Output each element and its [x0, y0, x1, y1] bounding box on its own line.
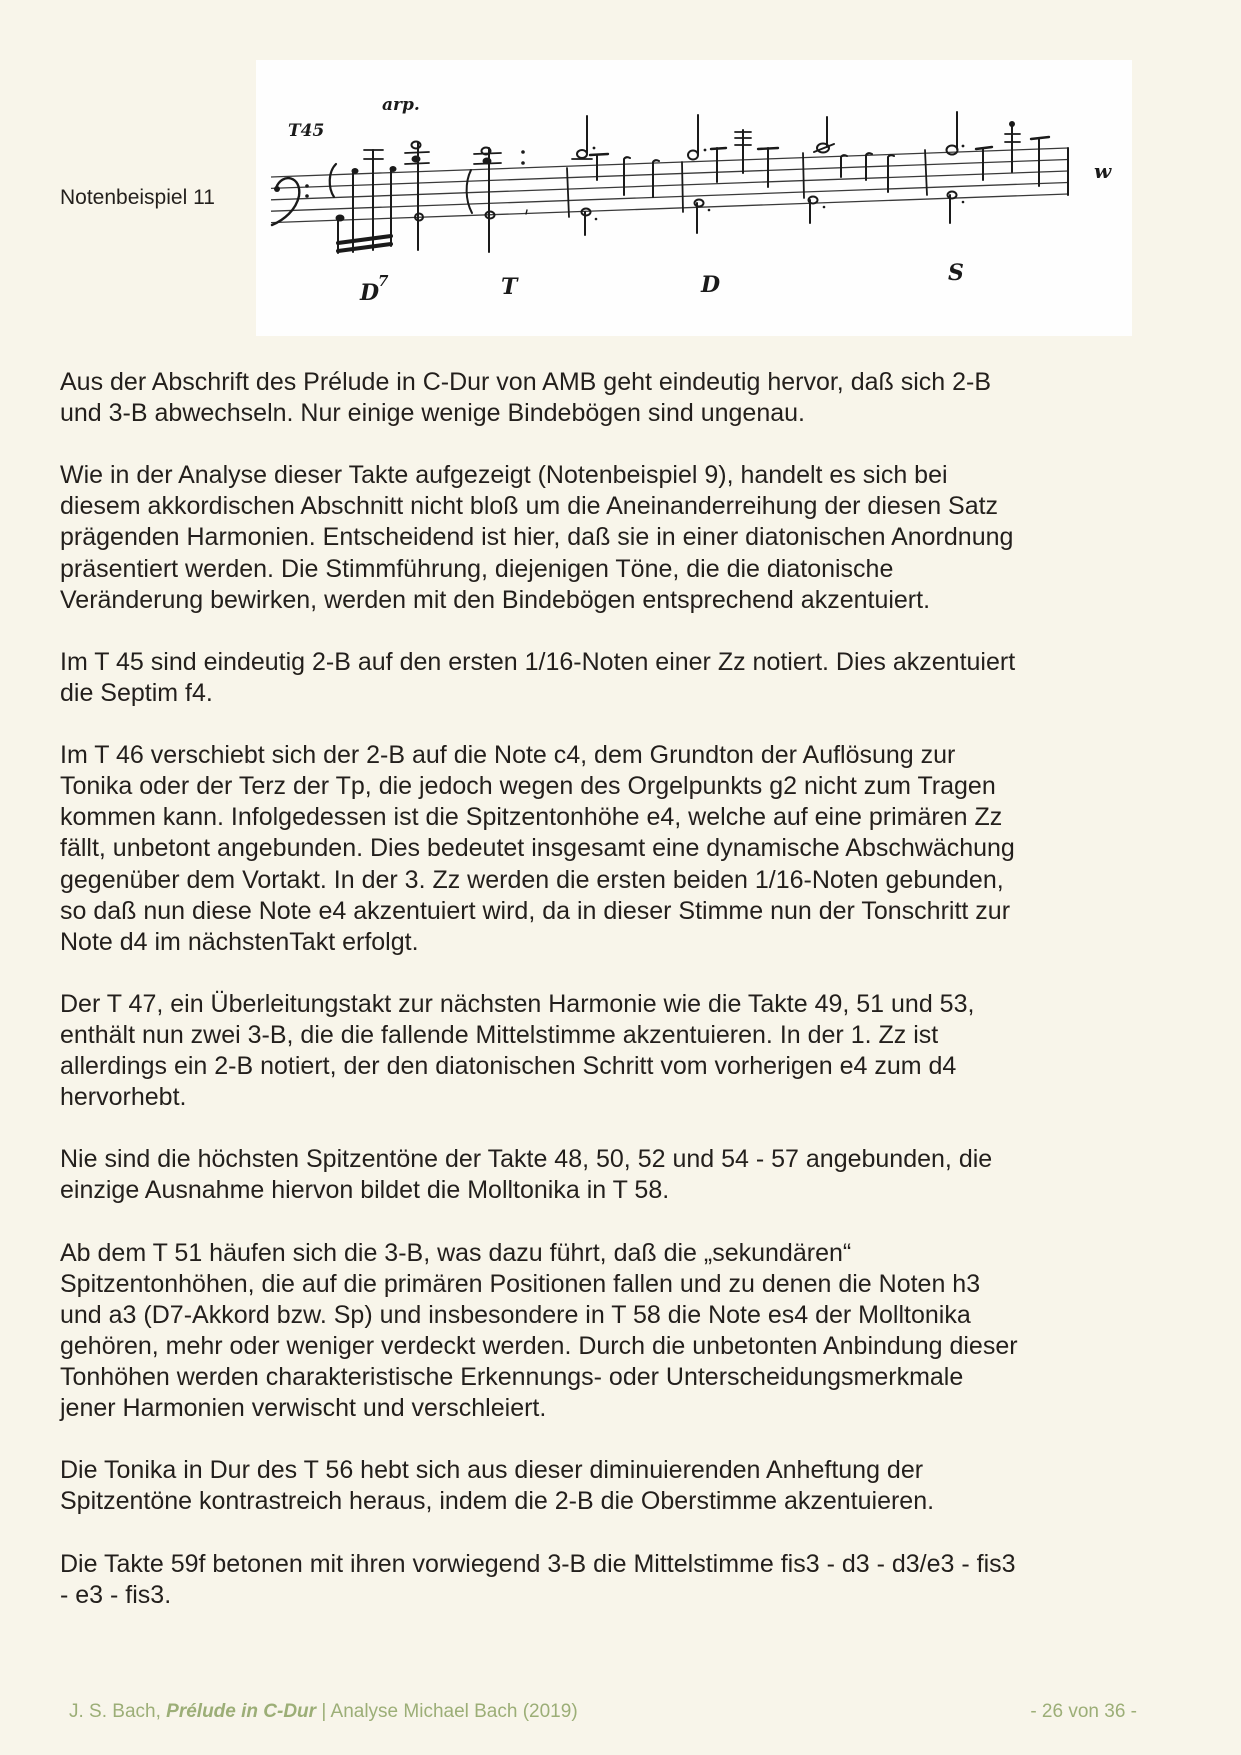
text-line: Note d4 im nächstenTakt erfolgt. — [60, 927, 419, 956]
footer-work-title: Prélude in C-Dur — [166, 1701, 317, 1722]
music-example-image — [256, 60, 1132, 336]
paragraph — [60, 1238, 1190, 1425]
footer-credit: Analyse Michael Bach (2019) — [330, 1701, 578, 1722]
text-line: Aus der Abschrift des Prélude in C-Dur von AMB geht eindeutig hervor, daß sich 2-B — [60, 368, 992, 396]
harmony-label-d7-superscript: 7 — [378, 272, 389, 290]
text-line: diesem akkordischen Abschnitt nicht bloß um die Aneinanderreihung der diesen Satz — [60, 492, 999, 521]
text-line: fällt, unbetont angebunden. Dies bedeutet insgesamt eine dynamische Abschwächung — [60, 834, 1015, 863]
measure-50 — [925, 112, 1068, 223]
measure-46 — [467, 148, 527, 253]
text-line: präsentiert werden. Die Stimmführung, diejenigen Töne, die die diatonische — [60, 554, 894, 583]
text-line: allerdings ein 2-B notiert, der den diatonischen Schritt vom vorherigen e4 zum d4 — [60, 1052, 957, 1081]
measure-number-label: T45 — [288, 121, 325, 141]
footer-citation — [69, 1700, 578, 1724]
harmony-label-t: T — [501, 274, 518, 300]
text-line: Im T 46 verschiebt sich der 2-B auf die Note c4, dem Grundton der Auflösung zur — [60, 741, 956, 770]
text-line: - e3 - fis3. — [60, 1580, 172, 1609]
footer-separator: | — [321, 1701, 327, 1722]
text-line: Wie in der Analyse dieser Takte aufgezeigt (Notenbeispiel 9), handelt es sich bei — [60, 461, 948, 490]
text-line: prägenden Harmonien. Entscheidend ist hier, daß sie in einer diatonischen Anordnung — [60, 523, 1014, 552]
text-line: Im T 45 sind eindeutig 2-B auf den ersten 1/16-Noten einer Zz notiert. Dies akzentuiert — [60, 647, 1016, 676]
text-line: enthält nun zwei 3-B, die die fallende Mittelstimme akzentuieren. In der 1. Zz ist — [60, 1020, 939, 1049]
text-line: Veränderung bewirken, werden mit den Bindebögen entsprechend akzentuiert. — [60, 585, 931, 614]
text-line: hervorhebt. — [60, 1083, 187, 1112]
body-text — [60, 367, 1190, 1642]
text-line: Tonika oder der Terz der Tp, die jedoch wegen des Orgelpunkts g2 nicht zum Tragen — [60, 772, 996, 801]
paragraph — [60, 740, 1190, 958]
paragraph — [60, 1455, 1190, 1517]
handwritten-score — [256, 60, 1132, 336]
paragraph — [60, 1549, 1190, 1611]
text-line: Tonhöhen werden charakteristische Erkennungs- oder Unterscheidungsmerkmale — [60, 1363, 964, 1391]
text-line: Die Takte 59f betonen mit ihren vorwiegend 3-B die Mittelstimme fis3 - d3 - d3/e3 - fis3 — [60, 1549, 1016, 1578]
text-line: jener Harmonien verwischt und verschleiert. — [60, 1394, 547, 1423]
text-line: einzige Ausnahme hiervon bildet die Molltonika in T 58. — [60, 1176, 670, 1205]
text-line: Die Tonika in Dur des T 56 hebt sich aus dieser diminuierenden Anheftung der — [60, 1456, 924, 1485]
paragraph — [60, 1144, 1190, 1206]
text-line: Ab dem T 51 häufen sich die 3-B, was dazu führt, daß die „sekundären“ — [60, 1238, 852, 1267]
paragraph — [60, 460, 1190, 615]
text-line: gehören, mehr oder weniger verdeckt werden. Durch die unbetonten Anbindung dieser — [60, 1331, 1018, 1360]
measure-48 — [682, 115, 778, 233]
harmony-label-d7: D — [360, 280, 380, 306]
paragraph — [60, 989, 1190, 1113]
paragraph — [60, 647, 1190, 709]
arpeggio-label: arp. — [382, 95, 420, 115]
text-line: Der T 47, ein Überleitungstakt zur nächsten Harmonie wie die Takte 49, 51 und 53, — [60, 989, 975, 1018]
text-line: so daß nun diese Note e4 akzentuiert wird, da in dieser Stimme nun der Tonschritt zur — [60, 896, 1011, 925]
text-line: Spitzentöne kontrastreich heraus, indem die 2-B die Oberstimme akzentuieren. — [60, 1487, 935, 1516]
text-line: die Septim f4. — [60, 678, 213, 707]
page-number: - 26 von 36 - — [1030, 1701, 1137, 1722]
bass-clef-icon — [272, 178, 309, 225]
text-line: und a3 (D7-Akkord bzw. Sp) und insbesondere in T 58 die Note es4 der Molltonika — [60, 1300, 971, 1329]
figure-caption: Notenbeispiel 11 — [60, 186, 215, 209]
text-line: und 3-B abwechseln. Nur einige wenige Bindebögen sind ungenau. — [60, 399, 805, 428]
paragraph — [60, 367, 1190, 429]
text-line: Nie sind die höchsten Spitzentöne der Takte 48, 50, 52 und 54 - 57 angebunden, die — [60, 1145, 993, 1174]
text-line: gegenüber dem Vortakt. In der 3. Zz werden die ersten beiden 1/16-Noten gebunden, — [60, 865, 1004, 894]
text-line: kommen kann. Infolgedessen ist die Spitzentonhöhe e4, welche auf eine primären Zz — [60, 803, 1003, 832]
continuation-mark: w — [1094, 159, 1112, 183]
harmony-label-s: S — [948, 260, 964, 286]
text-line: Spitzentonhöhen, die auf die primären Positionen fallen und zu denen die Noten h3 — [60, 1269, 981, 1298]
harmony-label-d: D — [701, 272, 721, 298]
footer-author: J. S. Bach, — [69, 1701, 161, 1722]
measure-49 — [803, 117, 894, 223]
